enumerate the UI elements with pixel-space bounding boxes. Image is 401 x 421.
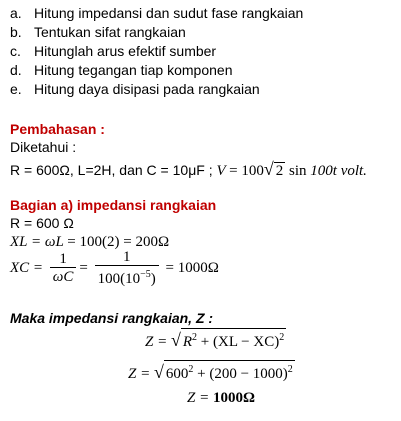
list-item: c. Hitunglah arus efektif sumber xyxy=(10,43,217,59)
diketahui-label: Diketahui : xyxy=(10,139,77,155)
bagian-a-heading: Bagian a) impedansi rangkaian xyxy=(10,197,217,213)
sqrt-symbol: √ xyxy=(263,159,274,179)
xc-equation: XC = $\frac{1}{\omega C}$ = $\frac{1}{100(10^{-5})}$ = 1000Ω xyxy=(10,249,219,287)
z-result: Z = 1000Ω xyxy=(187,390,255,406)
r-value: R = 600 Ω xyxy=(10,215,74,231)
fraction-1-over-100: $\frac{1}{100(10^{-5})}$ xyxy=(95,249,159,288)
list-item: d. Hitung tegangan tiap komponen xyxy=(10,62,233,78)
voltage-equation: V = 100√ 2 sin 100t volt. xyxy=(216,159,367,179)
list-item: b. Tentukan sifat rangkaian xyxy=(10,24,186,40)
list-item: e. Hitung daya disipasi pada rangkaian xyxy=(10,81,260,97)
sqrt-symbol: √ xyxy=(170,330,181,350)
pembahasan-heading: Pembahasan : xyxy=(10,121,105,137)
z-formula: Z = √ $R^2 + (XL - XC)^2$ xyxy=(145,330,285,350)
given-values: R = 600Ω, L=2H, dan C = 10μF ; V = 100√ 2 sin 100t volt. xyxy=(10,159,367,179)
sqrt-symbol: √ xyxy=(153,362,164,382)
list-item: a. Hitung impedansi dan sudut fase rangkaian xyxy=(10,5,304,21)
fraction-1-over-omega-c: $\frac{1}{\omega C}$ xyxy=(50,251,77,286)
z-substitution: Z = √ $600^2 + (200 - 1000)^2$ xyxy=(128,362,293,382)
question-list xyxy=(10,4,303,99)
xl-equation: XL = ωL = 100(2) = 200Ω xyxy=(10,234,170,250)
impedance-title: Maka impedansi rangkaian, Z : xyxy=(10,310,214,326)
